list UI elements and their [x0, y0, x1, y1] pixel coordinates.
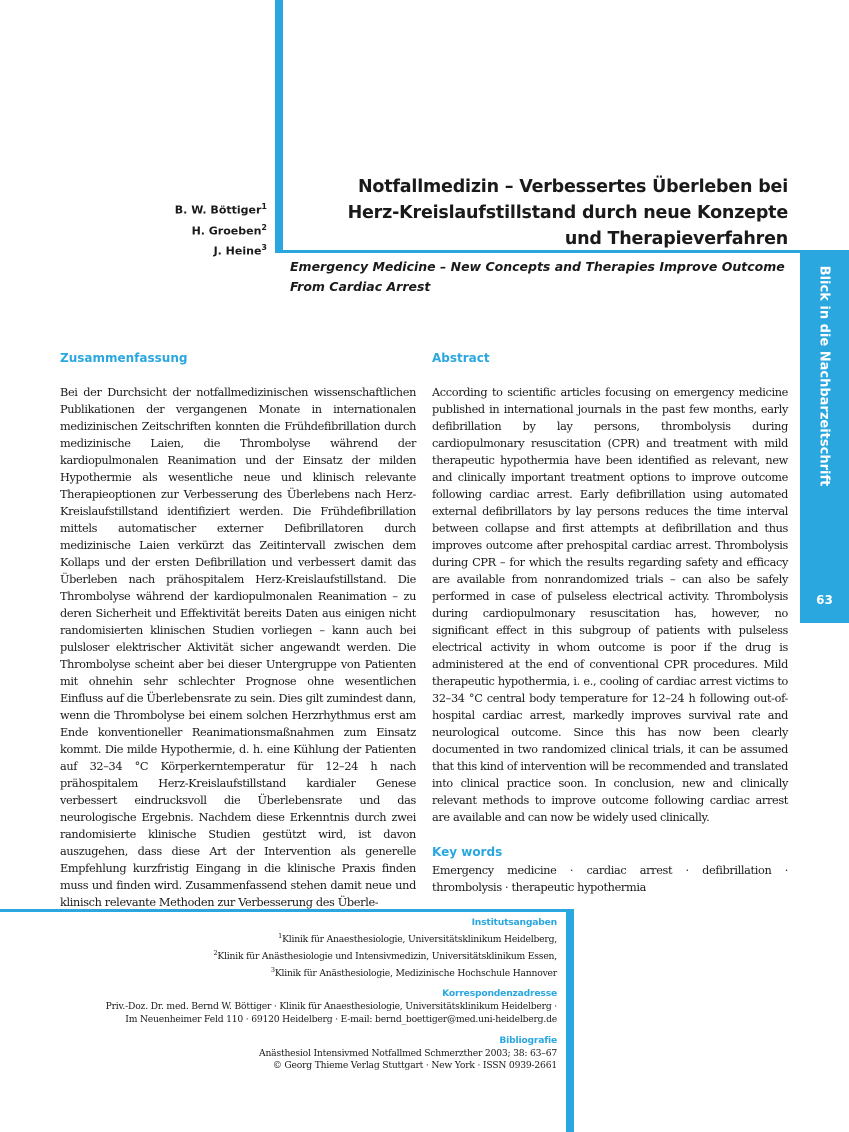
section-tab-label: Blick in die Nachbarzeitschrift — [816, 265, 832, 487]
bibliografie-heading: Bibliografie — [499, 1034, 557, 1046]
bottom-vertical-accent-bar — [566, 909, 574, 1132]
bibliography-line: Anästhesiol Intensivmed Notfallmed Schmerzther 2003; 38: 63–67 — [259, 1047, 557, 1059]
article-title — [300, 174, 788, 252]
correspondence-line: Priv.-Doz. Dr. med. Bernd W. Böttiger · Klinik für Anaesthesiologie, Universitätsklinikum Heidelberg · — [105, 1001, 557, 1013]
zusammenfassung-text: Bei der Durchsicht der notfallmedizinischen wissenschaftlichen Publikationen der vergangenen Monate in internationalen medizinischen Zeitschriften konnten die Frühdefibrillation durch medizinische Laien, die Thrombolyse während der kardiopulmonalen Reanimation und der Einsatz der milden Hypothermie als wesentliche neue und klinisch relevante Therapieoptionen zur Verbesserung des Überlebens nach Herz-Kreislaufstillstand identifiziert werden. Die Frühdefibrillation mittels automatischer externer Defibrillatoren durch medizinische Laien verkürzt das Zeitintervall zwischen dem Kollaps und der ersten Defibrillation und verbessert damit das Überleben nach prähospitalem Herz-Kreislaufstillstand. Die Thrombolyse während der kardiopulmonalen Reanimation – zu deren Sicherheit und Effektivität bereits Daten aus einigen nicht randomisierten klinischen Studien vorliegen – kann auch bei pulsloser elektrischer Aktivität sicher angewandt werden. Die Thrombolyse scheint aber bei dieser Untergruppe von Patienten mit ohnehin sehr schlechter Prognose ohne wesentlichen Einfluss auf die Überlebensrate zu sein. Dies gilt zumindest dann, wenn die Thrombolyse bei einem solchen Herzrhythmus erst am Ende konventioneller Reanimationsmaßnahmen zum Einsatz kommt. Die milde Hypothermie, d. h. eine Kühlung der Patienten auf 32–34 °C Körperkerntemperatur für 12–24 h nach prähospitalem Herz-Kreislaufstillstand kardialer Genese verbessert eindrucksvoll die Überlebensrate und das neurologische Ergebnis. Nachdem diese Erkenntnis durch zwei randomisierte klinische Studien gestützt wird, ist davon auszugehen, dass diese Art der Intervention als generelle Empfehlung kurzfristig Eingang in die klinische Praxis finden muss und finden wird. Zusammenfassend stehen damit neue und klinisch relevante Methoden zur Verbesserung des Überle- — [60, 386, 416, 909]
abstract-text: According to scientific articles focusing on emergency medicine published in international journals in the past few months, early defibrillation by lay persons, thrombolysis during cardiopulmonary resuscitation (CPR) and treatment with mild therapeutic hypothermia have been identified as relevant, new and clinically important treatment options to improve outcome following cardiac arrest. Early defibrillation using automated external defibrillators by lay persons reduces the time interval between collapse and first attempts at defibrillation and thus improves outcome after prehospital cardiac arrest. Thrombolysis during CPR – for which the results regarding safety and efficacy are available from nonrandomized trials – can also be safely performed in case of pulseless electrical activity. Thrombolysis during cardiopulmonary resuscitation has, however, no significant effect in this subgroup of patients with pulseless electrical activity in whom outcome is poor if the drug is administered at the end of conventional CPR procedures. Mild therapeutic hypothermia, i. e., cooling of cardiac arrest victims to 32–34 °C central body temperature for 12–24 h following out-of-hospital cardiac arrest, markedly improves survival rate and neurological outcome. Since this has now been clearly documented in two randomized clinical trials, it can be assumed that this kind of intervention will be recommended and translated into clinical practice soon. In conclusion, new and clinically relevant methods to improve outcome following cardiac arrest are available and can now be widely used clinically. — [432, 386, 788, 824]
keywords-heading: Key words — [432, 845, 503, 859]
institution-line: $^1$Klinik für Anaesthesiologie, Universitätsklinikum Heidelberg, — [278, 931, 557, 945]
institution-line: $^3$Klinik für Anästhesiologie, Medizinische Hochschule Hannover — [270, 965, 557, 979]
keywords-text: Emergency medicine · cardiac arrest · defibrillation · thrombolysis · therapeutic hypothermia — [432, 864, 788, 894]
author-name: J. Heine$^3$ — [213, 243, 267, 258]
page-number: 63 — [816, 593, 833, 607]
title-line: Notfallmedizin – Verbessertes Überleben bei — [357, 177, 788, 197]
author-name: B. W. Böttiger$^1$ — [174, 202, 267, 217]
english-title: Emergency Medicine – New Concepts and Therapies Improve Outcome From Cardiac Arrest — [290, 259, 785, 294]
correspondence-line: Im Neuenheimer Feld 110 · 69120 Heidelberg · E-mail: bernd_boettiger@med.uni-heidelberg.de — [125, 1013, 557, 1025]
abstract-heading: Abstract — [432, 351, 490, 365]
author-name: H. Groeben$^2$ — [191, 222, 267, 238]
author-list — [120, 198, 267, 260]
institutsangaben-heading: Institutsangaben — [471, 917, 557, 928]
korrespondenz-heading: Korrespondenzadresse — [442, 988, 557, 1000]
article-info-block — [60, 917, 557, 1073]
title-line: Herz-Kreislaufstillstand durch neue Konzepte — [347, 203, 788, 223]
bibliography-line: © Georg Thieme Verlag Stuttgart · New York · ISSN 0939-2661 — [272, 1060, 557, 1072]
top-vertical-accent-bar — [275, 0, 283, 252]
institution-line: $^2$Klinik für Anästhesiologie und Intensivmedizin, Universitätsklinikum Essen, — [213, 948, 557, 962]
title-line: und Therapieverfahren — [564, 229, 788, 249]
zusammenfassung-heading: Zusammenfassung — [60, 351, 188, 365]
bottom-horizontal-accent-bar — [0, 909, 574, 912]
